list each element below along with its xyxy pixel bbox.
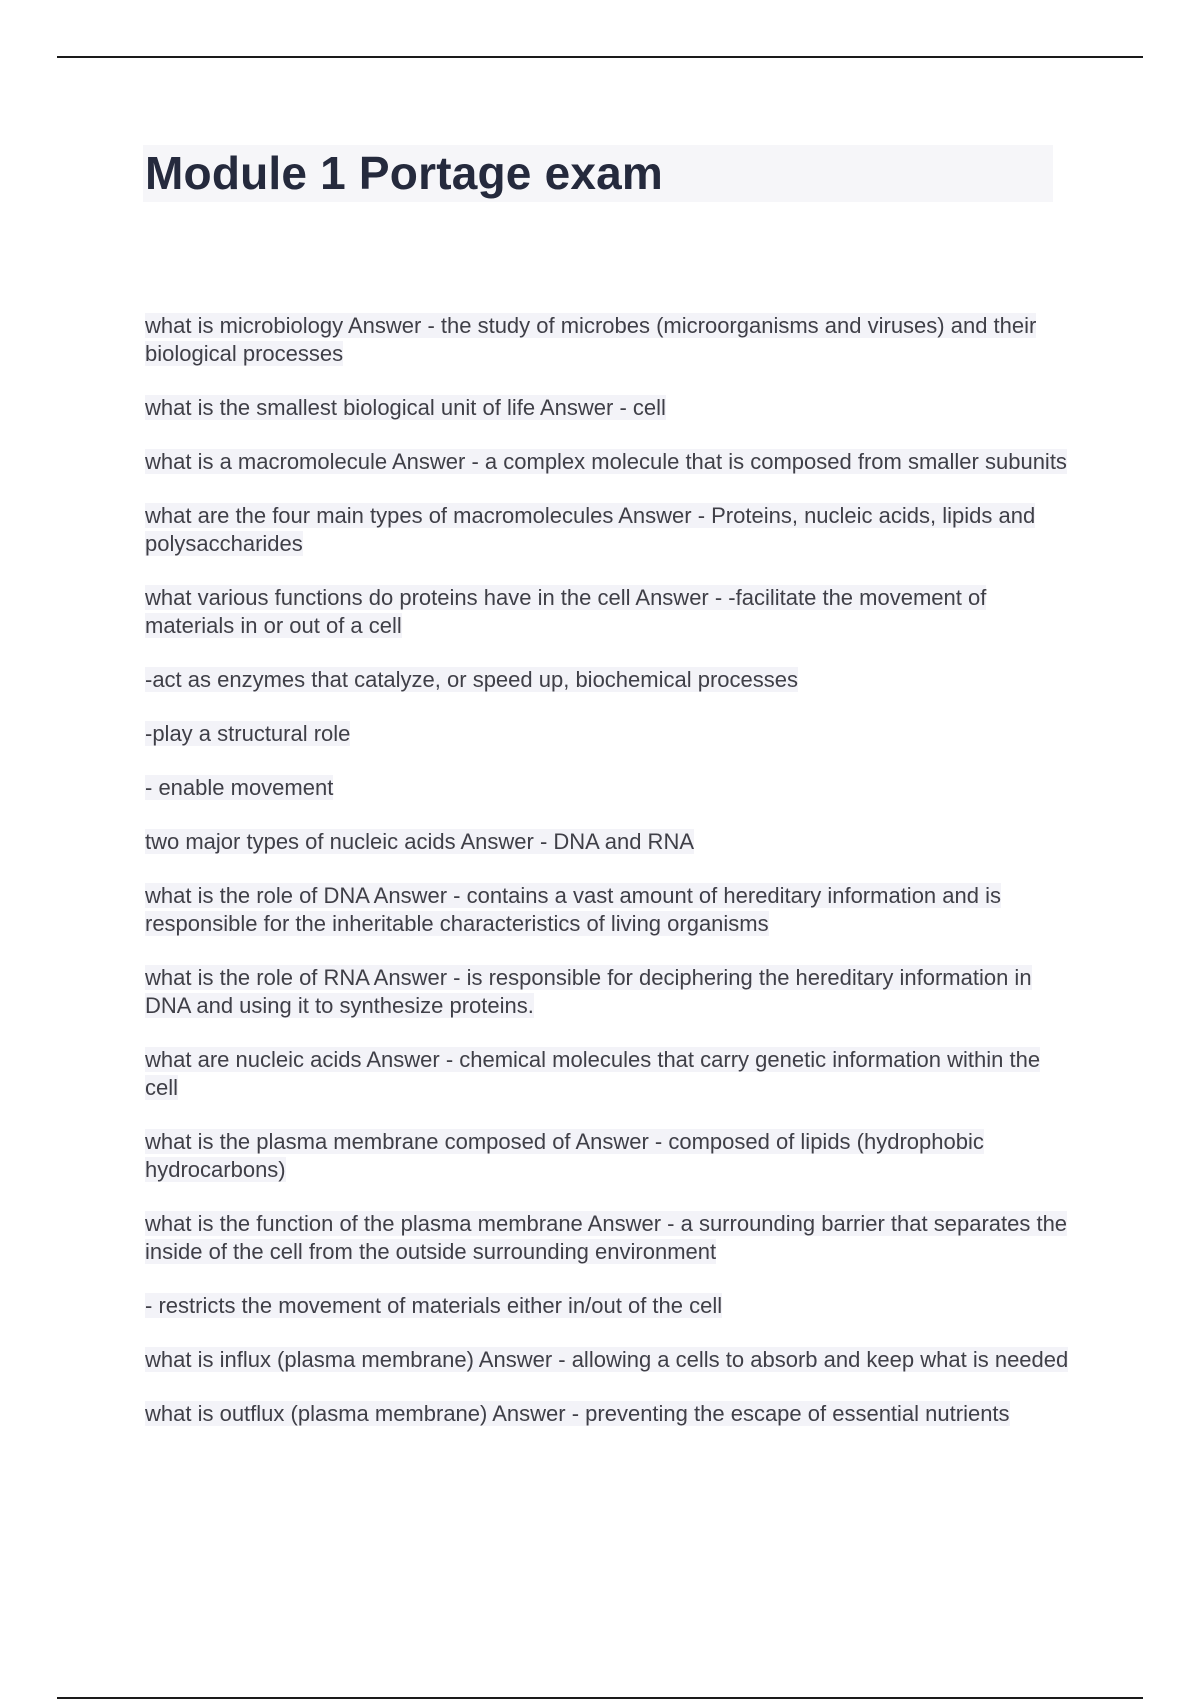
qa-text: what is a macromolecule Answer - a complex molecule that is composed from smaller subunits xyxy=(145,449,1067,474)
qa-paragraph xyxy=(145,502,1075,558)
top-divider xyxy=(57,56,1143,58)
qa-paragraph xyxy=(145,1210,1075,1266)
qa-text: what are nucleic acids Answer - chemical molecules that carry genetic information within the cell xyxy=(145,1047,1041,1100)
qa-text: what is influx (plasma membrane) Answer - allowing a cells to absorb and keep what is needed xyxy=(145,1347,1069,1372)
qa-paragraph xyxy=(145,774,1075,802)
bottom-divider xyxy=(57,1697,1143,1699)
qa-text: - enable movement xyxy=(145,775,334,800)
qa-paragraph xyxy=(145,964,1075,1020)
qa-text: what various functions do proteins have in the cell Answer - -facilitate the movement of materials in or out of a cell xyxy=(145,585,987,638)
qa-paragraph xyxy=(145,394,1075,422)
qa-paragraph xyxy=(145,1400,1075,1428)
qa-text: what is the role of DNA Answer - contains a vast amount of hereditary information and is responsible for the inheritable characteristics of living organisms xyxy=(145,883,1001,936)
qa-paragraph xyxy=(145,584,1075,640)
qa-text: what is the smallest biological unit of life Answer - cell xyxy=(145,395,666,420)
qa-paragraph xyxy=(145,882,1075,938)
qa-text: - restricts the movement of materials either in/out of the cell xyxy=(145,1293,723,1318)
qa-text: what is the role of RNA Answer - is responsible for deciphering the hereditary information in DNA and using it to synthesize proteins. xyxy=(145,965,1032,1018)
qa-paragraph xyxy=(145,666,1075,694)
qa-text: what is microbiology Answer - the study of microbes (microorganisms and viruses) and their biological processes xyxy=(145,313,1037,366)
qa-paragraph xyxy=(145,720,1075,748)
qa-text: what is outflux (plasma membrane) Answer - preventing the escape of essential nutrients xyxy=(145,1401,1010,1426)
qa-text: what are the four main types of macromolecules Answer - Proteins, nucleic acids, lipids and polysaccharides xyxy=(145,503,1036,556)
qa-paragraph xyxy=(145,1046,1075,1102)
qa-text: -act as enzymes that catalyze, or speed up, biochemical processes xyxy=(145,667,798,692)
qa-paragraph xyxy=(145,1128,1075,1184)
qa-text: -play a structural role xyxy=(145,721,351,746)
qa-text: what is the plasma membrane composed of Answer - composed of lipids (hydrophobic hydrocarbons) xyxy=(145,1129,984,1182)
qa-text: two major types of nucleic acids Answer - DNA and RNA xyxy=(145,829,695,854)
qa-paragraph xyxy=(145,828,1075,856)
qa-paragraph xyxy=(145,312,1075,368)
page-title: Module 1 Portage exam xyxy=(145,147,664,199)
qa-content xyxy=(145,312,1075,1454)
qa-paragraph xyxy=(145,1292,1075,1320)
qa-paragraph xyxy=(145,448,1075,476)
qa-text: what is the function of the plasma membrane Answer - a surrounding barrier that separates the inside of the cell from the outside surrounding environment xyxy=(145,1211,1068,1264)
qa-paragraph xyxy=(145,1346,1075,1374)
